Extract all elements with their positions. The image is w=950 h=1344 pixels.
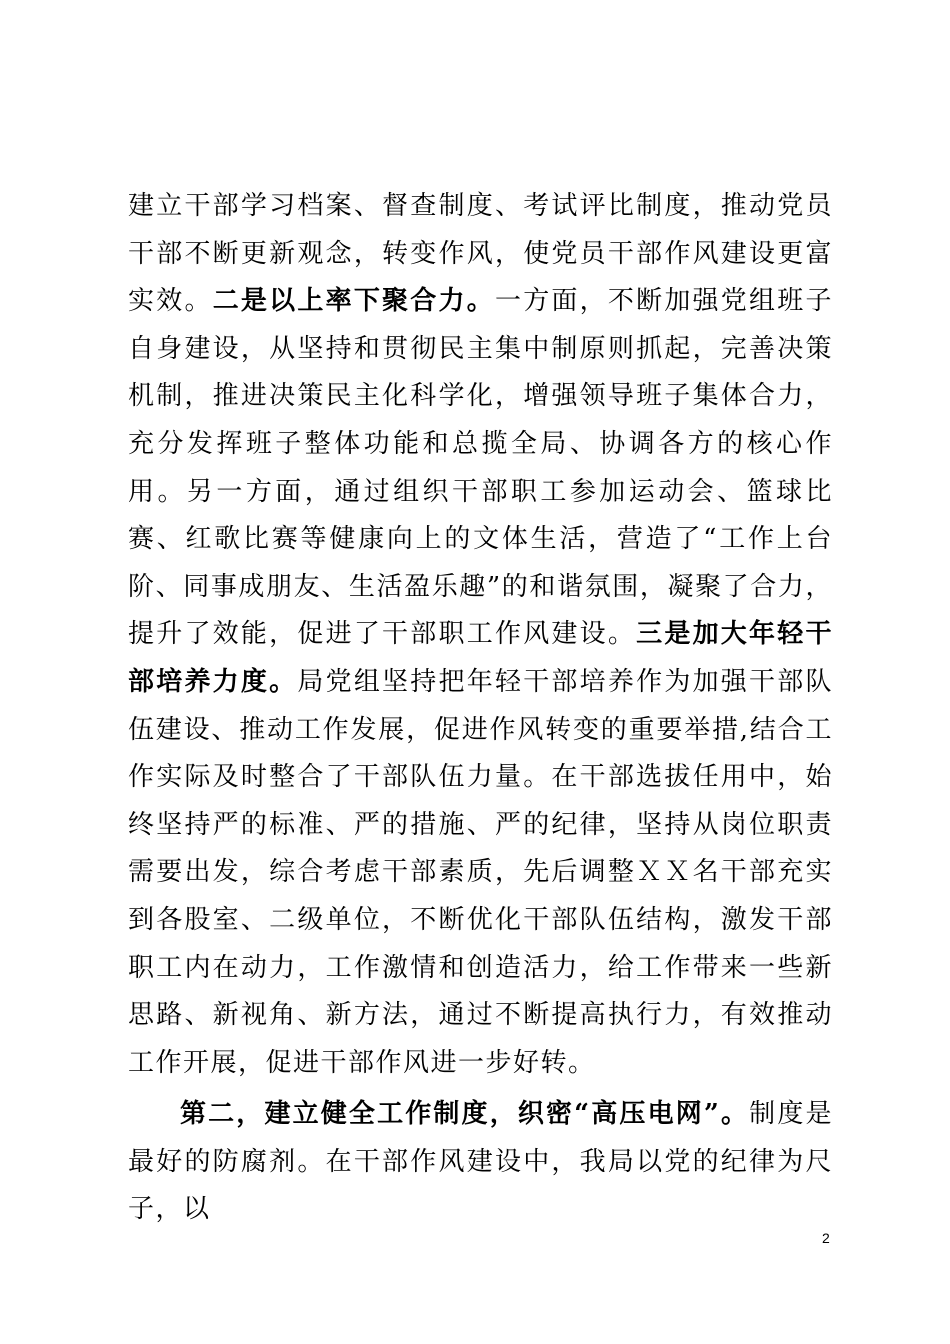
bold-heading-run: 第二，建立健全工作制度，织密“高压电网”。: [180, 1099, 750, 1130]
page-number: 2: [822, 1230, 830, 1246]
paragraph-2: [128, 1091, 833, 1234]
body-text: [128, 183, 833, 1234]
text-run: 建立干部学习档案、督查制度、考试评比制度，推动党员干部不断更新观念，转变作风，使党员干部作风建设更富实效。: [128, 191, 833, 317]
text-run: 制度是最好的防腐剂。在干部作风建设中，我局以党的纪律为尺子，以: [128, 1099, 833, 1225]
paragraph-1: [128, 183, 833, 1087]
text-run: 局党组坚持把年轻干部培养作为加强干部队伍建设、推动工作发展，促进作风转变的重要举措,结合工作实际及时整合了干部队伍力量。在干部选拔任用中，始终坚持严的标准、严的措施、严的纪律，坚持从岗位职责需要出发，综合考虑干部素质，先后调整ＸＸ名干部充实到各股室、二级单位，不断优化干部队伍结构，激发干部职工内在动力，工作激情和创造活力，给工作带来一些新思路、新视角、新方法，通过不断提高执行力，有效推动工作开展，促进干部作风进一步好转。: [128, 666, 833, 1078]
text-run: 一方面，不断加强党组班子自身建设，从坚持和贯彻民主集中制原则抓起，完善决策机制，推进决策民主化科学化，增强领导班子集体合力，充分发挥班子整体功能和总揽全局、协调各方的核心作用。另一方面，通过组织干部职工参加运动会、篮球比赛、红歌比赛等健康向上的文体生活，营造了“工作上台阶、同事成朋友、生活盈乐趣”的和谐氛围，凝聚了合力，提升了效能，促进了干部职工作风建设。: [128, 286, 833, 650]
bold-heading-run: 三是加大年轻干部培养力度。: [128, 619, 833, 697]
bold-heading-run: 二是以上率下聚合力。: [212, 286, 495, 317]
